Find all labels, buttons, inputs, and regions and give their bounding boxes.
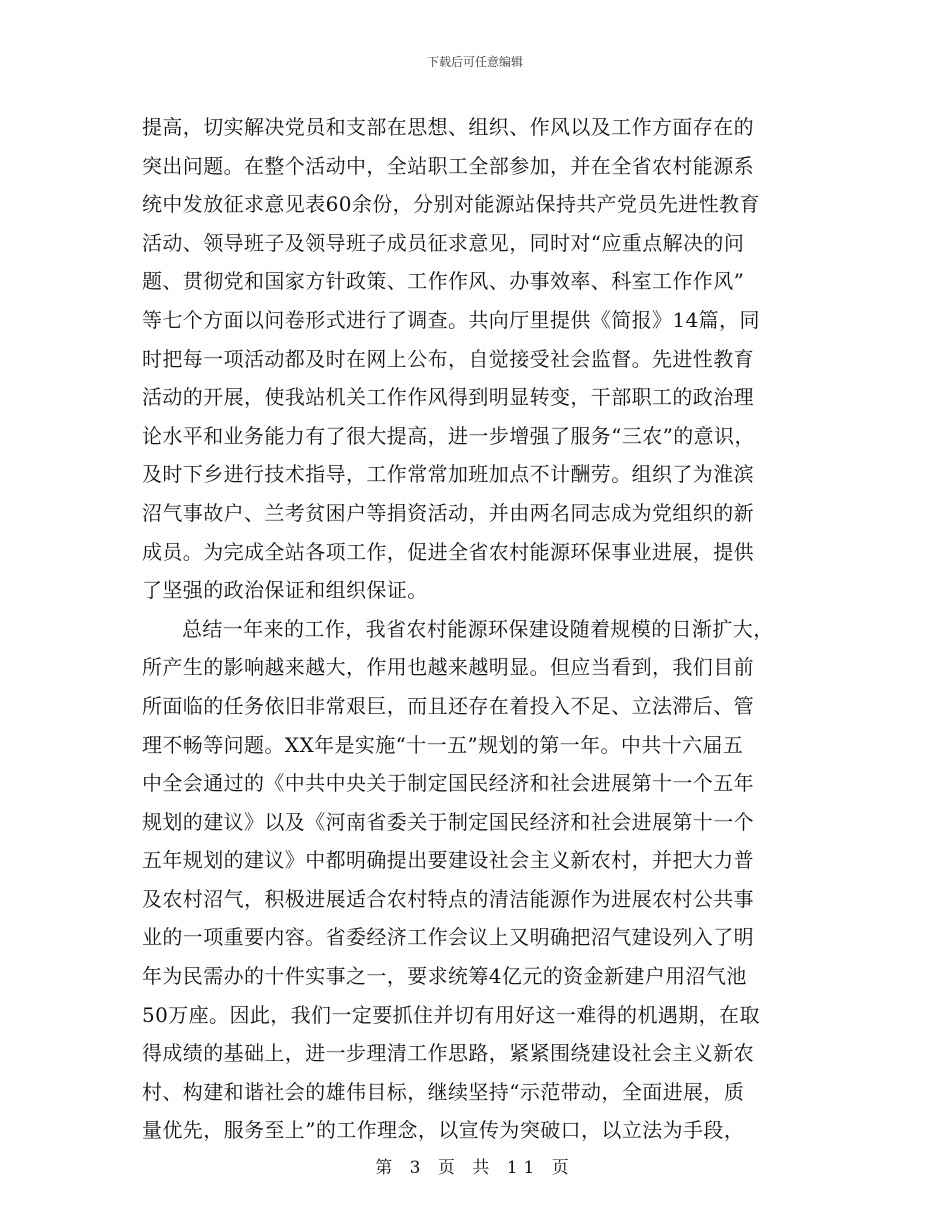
text-line: 等七个方面以问卷形式进行了调查。共向厅里提供《简报》14篇，同 <box>142 307 760 332</box>
text-line: 题、贯彻党和国家方针政策、工作作风、办事效率、科室工作作风” <box>142 269 745 294</box>
text-line: 及农村沼气，积极进展适合农村特点的清洁能源作为进展农村公共事 <box>142 886 754 911</box>
text-line: 活动、领导班子及领导班子成员征求意见，同时对“应重点解决的问 <box>142 230 745 255</box>
text-line: 活动的开展，使我站机关工作作风得到明显转变，干部职工的政治理 <box>142 385 754 410</box>
text-line: 中全会通过的《中共中央关于制定国民经济和社会进展第十一个五年 <box>142 771 754 796</box>
text-line: 时把每一项活动都及时在网上公布，自觉接受社会监督。先进性教育 <box>142 346 754 371</box>
page-footer: 第 3 页 共 11 页 <box>375 1158 575 1178</box>
text-line: 所面临的任务依旧非常艰巨，而且还存在着投入不足、立法滞后、管 <box>142 693 754 718</box>
text-line: 所产生的影响越来越大，作用也越来越明显。但应当看到，我们目前 <box>142 655 754 680</box>
text-line: 量优先，服务至上”的工作理念，以宣传为突破口，以立法为手段， <box>142 1118 745 1143</box>
text-line: 理不畅等问题。XX年是实施“十一五”规划的第一年。中共十六届五 <box>142 732 744 757</box>
text-line: 村、构建和谐社会的雄伟目标，继续坚持“示范带动，全面进展，质 <box>142 1079 745 1104</box>
text-line: 业的一项重要内容。省委经济工作会议上又明确把沼气建设列入了明 <box>142 925 754 950</box>
text-line: 得成绩的基础上，进一步理清工作思路，紧紧围绕建设社会主义新农 <box>142 1041 754 1066</box>
text-line: 沼气事故户、兰考贫困户等捐资活动，并由两名同志成为党组织的新 <box>142 500 754 525</box>
text-line: 五年规划的建议》中都明确提出要建设社会主义新农村，并把大力普 <box>142 848 754 873</box>
paragraph <box>142 108 810 610</box>
text-line: 成员。为完成全站各项工作，促进全省农村能源环保事业进展，提供 <box>142 539 754 564</box>
page-header: 下载后可任意编辑 <box>426 55 523 69</box>
text-line: 论水平和业务能力有了很大提高，进一步增强了服务“三农”的意识， <box>142 423 755 448</box>
text-line: 统中发放征求意见表60余份，分别对能源站保持共产党员先进性教育 <box>142 192 760 217</box>
document-body <box>142 108 810 1150</box>
text-line: 年为民需办的十件实事之一，要求统筹4亿元的资金新建户用沼气池 <box>142 964 747 989</box>
text-line: 提高，切实解决党员和支部在思想、组织、作风以及工作方面存在的 <box>142 115 754 139</box>
text-line: 规划的建议》以及《河南省委关于制定国民经济和社会进展第十一个 <box>142 809 754 834</box>
text-line: 突出问题。在整个活动中，全站职工全部参加，并在全省农村能源系 <box>142 153 754 178</box>
text-line: 及时下乡进行技术指导，工作常常加班加点不计酬劳。组织了为淮滨 <box>142 462 754 487</box>
text-line: 50万座。因此，我们一定要抓住并切有用好这一难得的机遇期，在取 <box>142 1002 760 1027</box>
paragraph <box>142 610 810 1150</box>
text-line: 总结一年来的工作，我省农村能源环保建设随着规模的日渐扩大， <box>182 616 774 641</box>
text-line: 了坚强的政治保证和组织保证。 <box>142 578 428 603</box>
